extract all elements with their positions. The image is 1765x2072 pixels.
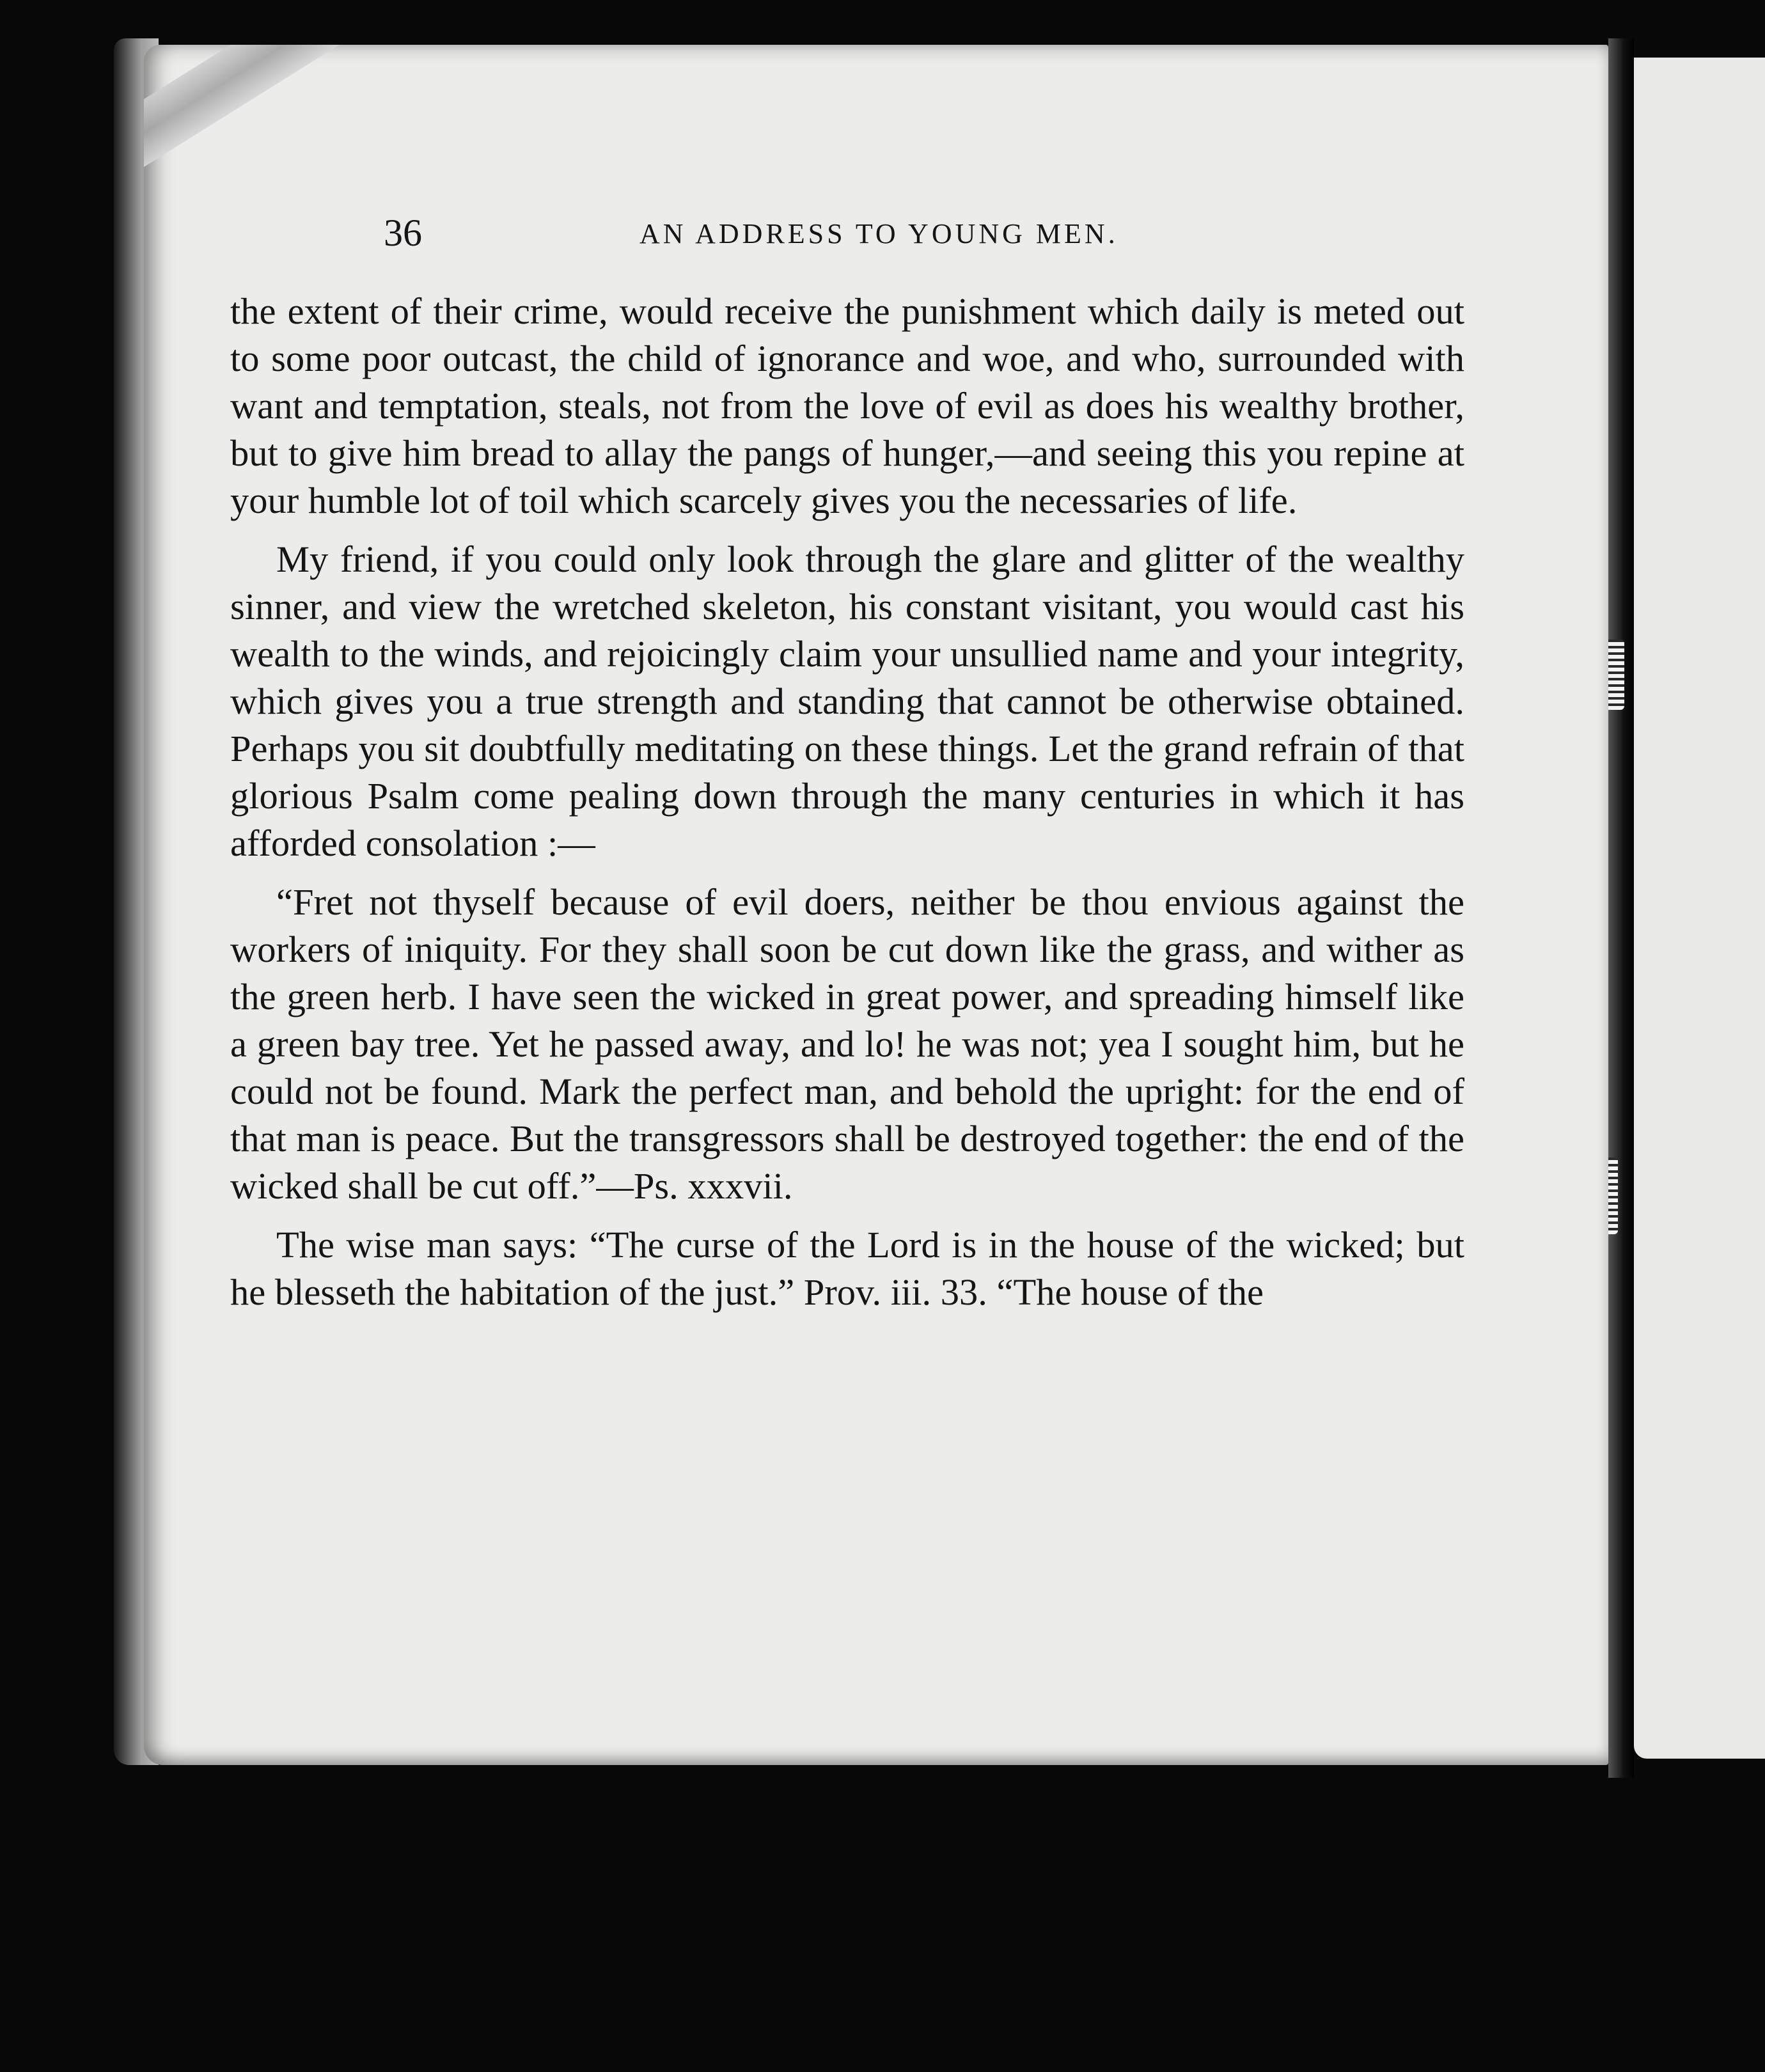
running-head — [384, 211, 1464, 269]
bookmark-ribbon — [144, 45, 694, 196]
page-content — [230, 211, 1464, 1328]
paragraph-wise-man: The wise man says: “The curse of the Lord is in the house of the wicked; but he blesseth the habitation of the just.” Prov. iii. 33. “The house of the — [230, 1224, 1464, 1313]
running-title: AN ADDRESS TO YOUNG MEN. — [639, 218, 1118, 249]
body-text — [70, 288, 1464, 1316]
paragraph-my-friend: My friend, if you could only look through the glare and glitter of the wealthy sinner, and view the wretched skeleton, his constant visitant, you would cast his wealth to the winds, and rejoicingly claim your unsullied name and your integrity, which gives you a true strength and standing that cannot be otherwise obtained. Perhaps you sit doubtfully meditating on these things. Let the grand refrain of that glorious Psalm come pealing down through the many centuries in which it has afforded consolation :— — [230, 538, 1464, 864]
facing-page-edge — [1634, 58, 1765, 1759]
book-gutter — [1608, 38, 1634, 1778]
paragraph-continuation: the extent of their crime, would receive the punishment which daily is meted out to some poor outcast, the child of ignorance and woe, and who, surrounded with want and temptation, steals, not from the love of evil as does his wealthy brother, but to give him bread to allay the pangs of hunger,—and seeing this you repine at your humble lot of toil which scarcely gives you the necessaries of life. — [230, 290, 1464, 521]
page-number: 36 — [384, 212, 422, 254]
paragraph-psalm-quote: “Fret not thyself because of evil doers, neither be thou envious against the workers of iniquity. For they shall soon be cut down like the grass, and wither as the green herb. I have seen the wicked in great power, and spreading himself like a green bay tree. Yet he passed away, and lo! he was not; yea I sought him, but he could not be found. Mark the perfect man, and behold the upright: for the end of that man is peace. But the transgressors shall be destroyed together: the end of the wicked shall be cut off.”—Ps. xxxvii. — [230, 881, 1464, 1207]
